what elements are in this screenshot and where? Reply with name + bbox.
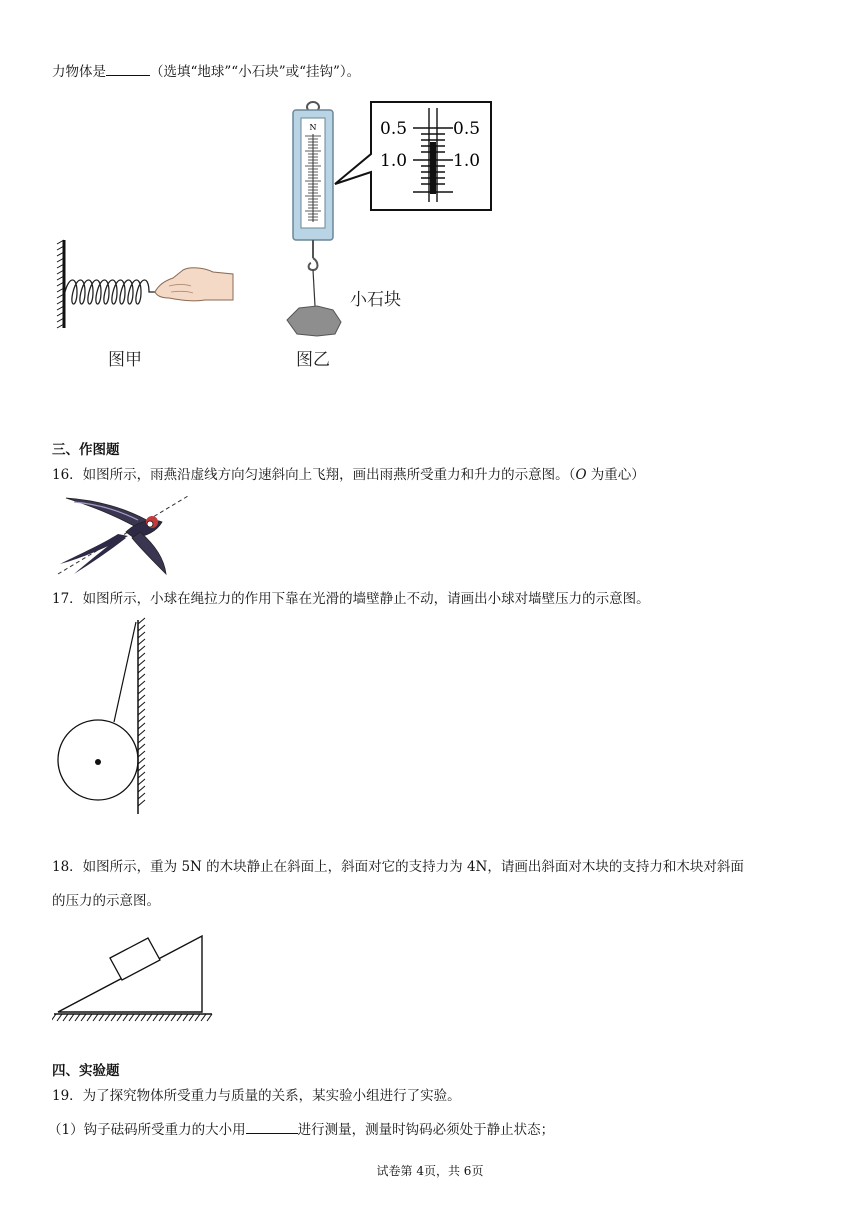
q16-text [52, 466, 645, 484]
zoom-tick-left-10: 1.0 [380, 151, 408, 171]
q15-prefix: 力物体是 [52, 64, 106, 80]
figure-ball-wall [52, 616, 162, 816]
ground-hatching [52, 1014, 212, 1021]
q16-text-after: 为重心） [586, 467, 645, 483]
ball-center-dot [95, 759, 101, 765]
figure-jia-caption: 图甲 [108, 350, 142, 370]
wood-block [110, 938, 160, 980]
zoom-tick-right-05: 0.5 [453, 119, 481, 139]
stone-label: 小石块 [350, 290, 401, 310]
figure-jia-spring [55, 236, 245, 336]
page-footer: 试卷第 4页，共 6页 [376, 1164, 484, 1178]
spring-coil [65, 280, 155, 304]
q18-line1: 18．如图所示，重为 5N 的木块静止在斜面上，斜面对它的支持力为 4N，请画出斜面对木块的支持力和木块对斜面 [52, 859, 744, 875]
q17-text: 17．如图所示，小球在绳拉力的作用下靠在光滑的墙壁静止不动，请画出小球对墙壁压力的示意图。 [52, 591, 650, 607]
q15-answer-blank[interactable] [106, 61, 150, 76]
center-of-gravity-o [147, 521, 153, 527]
zoom-tick-left-05: 0.5 [380, 119, 408, 139]
q16-text-before: 16．如图所示，雨燕沿虚线方向匀速斜向上飞翔，画出雨燕所受重力和升力的示意图。（ [52, 467, 576, 483]
swallow-lower-wing [132, 532, 166, 574]
q19-part1 [48, 1119, 554, 1139]
figure-incline-block [52, 926, 217, 1026]
q19-stem: 19．为了探究物体所受重力与质量的关系，某实验小组进行了实验。 [52, 1088, 461, 1104]
q15-suffix: （选填“地球”“小石块”或“挂钩”）。 [150, 64, 361, 80]
zoom-pointer [430, 142, 436, 194]
zoom-tick-right-10: 1.0 [453, 151, 481, 171]
figure-yi-caption: 图乙 [296, 350, 330, 370]
figure-swallow [56, 492, 191, 582]
q19-part1-prefix: （1）钩子砝码所受重力的大小用 [48, 1122, 246, 1138]
scale-unit-label: N [309, 123, 317, 132]
q16-o-letter: O [575, 467, 587, 483]
hand-icon [155, 268, 233, 301]
q15-tail-line [52, 61, 360, 81]
q19-part1-suffix: 进行测量，测量时钩码必须处于静止状态； [297, 1122, 555, 1138]
stone-icon [287, 306, 341, 336]
string-line [313, 270, 315, 306]
q18-line2: 的压力的示意图。 [52, 893, 160, 909]
scale-hook-icon [309, 258, 318, 270]
section-4-title: 四、实验题 [52, 1063, 120, 1079]
q19-part1-answer-blank[interactable] [246, 1119, 298, 1134]
rope-line [114, 622, 136, 722]
section-3-title: 三、作图题 [52, 442, 120, 458]
wall-hatching [138, 618, 145, 806]
